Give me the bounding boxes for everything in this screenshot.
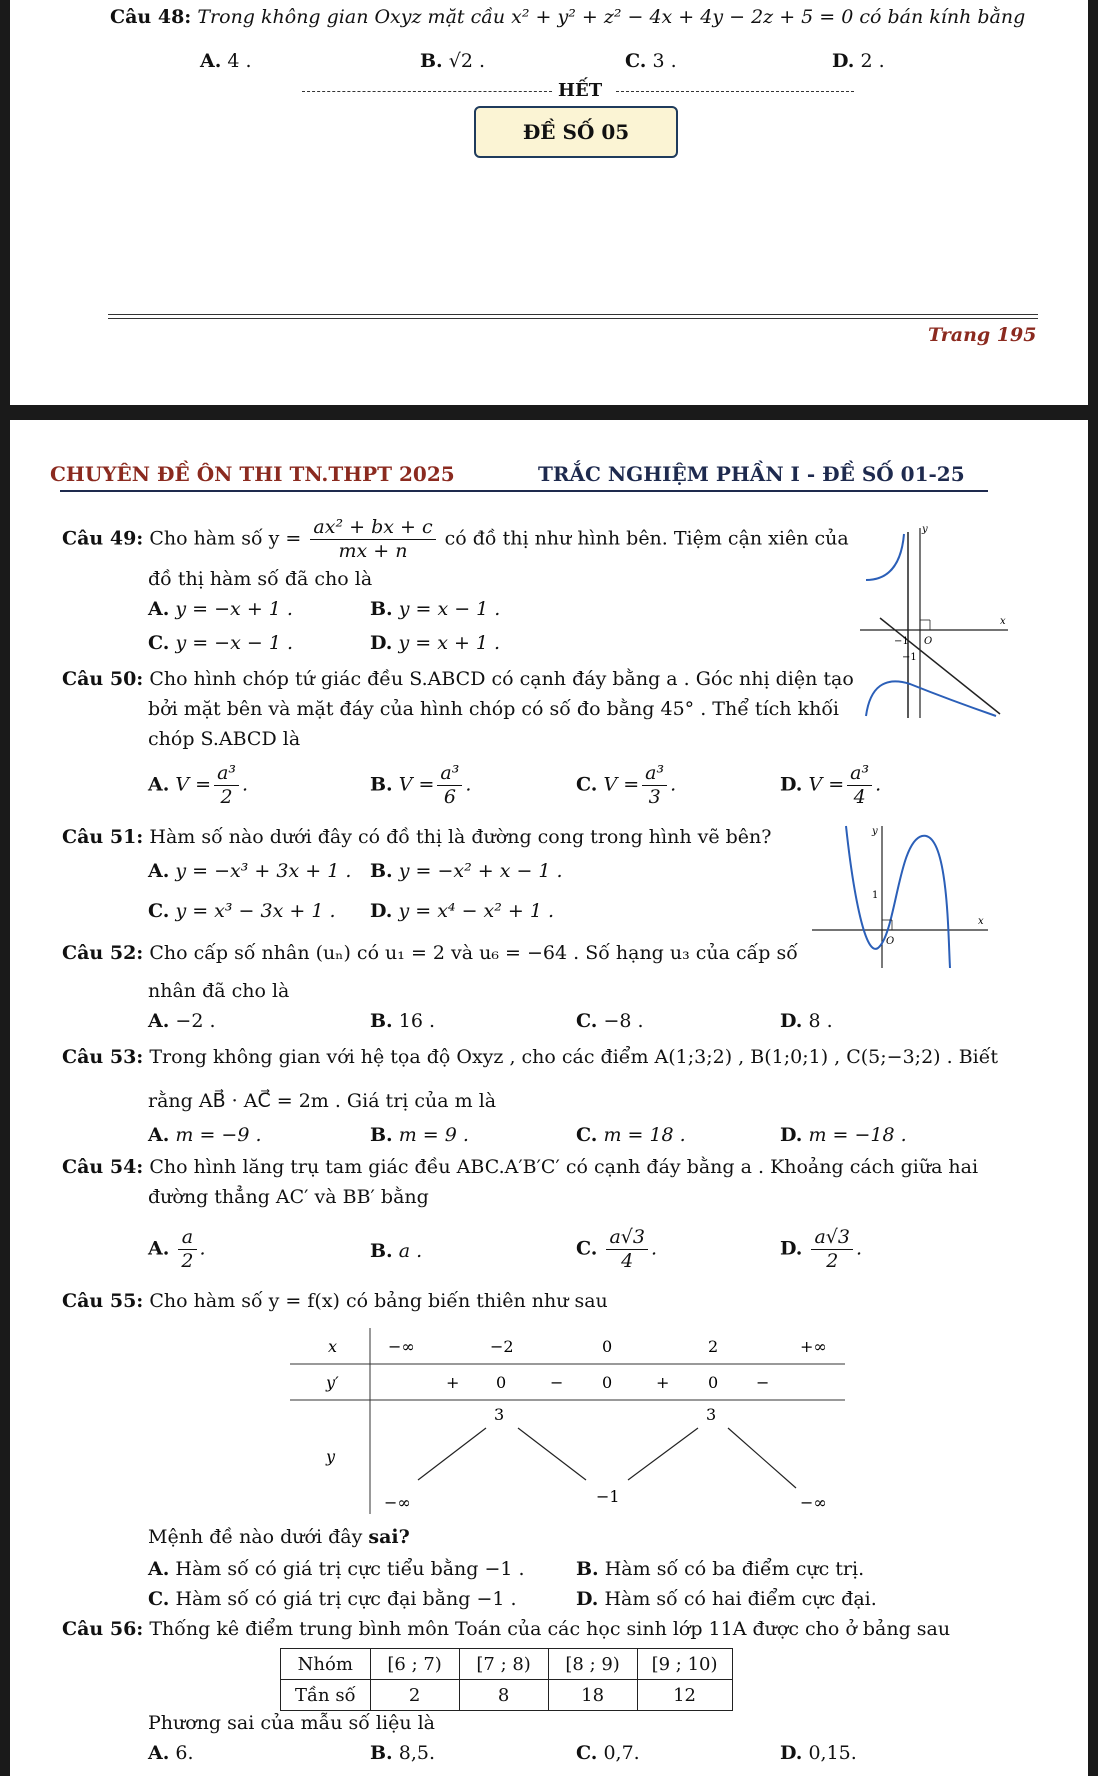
header-right: TRẮC NGHIỆM PHẦN I - ĐỀ SỐ 01-25 (538, 462, 965, 486)
table-cell: 12 (637, 1680, 732, 1711)
vt-x-val: 2 (708, 1337, 719, 1356)
q54-option-b: B. a . (370, 1240, 423, 1262)
footer-rule-1 (108, 314, 1038, 315)
q48-option-a: A. 4 . (200, 50, 252, 72)
q51-option-b: B. y = −x² + x − 1 . (370, 860, 563, 882)
q49-graph-x-minus1: −1 (894, 636, 909, 647)
q50-option-d: D. V = $\frac{\text{a³}}{4}$ . (780, 762, 882, 808)
vt-y-val: 3 (706, 1405, 717, 1424)
q50-line3: chóp S.ABCD là (148, 728, 301, 750)
table-row (281, 1649, 733, 1680)
q54-option-d: D. $\frac{a√3}{2}$ . (780, 1226, 863, 1272)
q50-line2: bởi mặt bên và mặt đáy của hình chóp có số đo bằng 45° . Thể tích khối (148, 698, 840, 720)
q50-option-b: B. V = $\frac{\text{a³}}{6}$ . (370, 762, 472, 808)
q51-option-c: C. y = x³ − 3x + 1 . (148, 900, 336, 922)
q56-option-d: D. 0,15. (780, 1742, 857, 1764)
q49-graph-y-minus1: −1 (902, 652, 917, 663)
q56-option-c: C. 0,7. (576, 1742, 640, 1764)
q48-option-c: C. 3 . (625, 50, 677, 72)
q49-graph-x-label: x (1000, 616, 1006, 627)
divider-left (302, 91, 552, 92)
q55-option-d: D. Hàm số có hai điểm cực đại. (576, 1588, 877, 1610)
q50-line1: Câu 50: Cho hình chóp tứ giác đều S.ABCD có cạnh đáy bằng a . Góc nhị diện tạo (62, 668, 854, 690)
q56-option-a: A. 6. (148, 1742, 194, 1764)
vt-yp-sign: 0 (602, 1373, 613, 1392)
table-cell: 18 (548, 1680, 637, 1711)
vt-yp-sign: 0 (708, 1373, 719, 1392)
q51-graph-origin: O (886, 936, 895, 947)
q48-stem: Câu 48: Trong không gian Oxyz mặt cầu x² + y² + z² − 4x + 4y − 2z + 5 = 0 có bán kính bằng (110, 6, 1026, 28)
q55-stem: Câu 55: Cho hàm số y = f(x) có bảng biến thiên như sau (62, 1290, 608, 1312)
q53-option-c: C. m = 18 . (576, 1124, 686, 1146)
table-cell: [9 ; 10) (637, 1649, 732, 1680)
vt-yp-sign: − (756, 1373, 770, 1392)
table-cell: 2 (370, 1680, 459, 1711)
q49-graph-origin: O (924, 636, 933, 647)
q55-option-a: A. Hàm số có giá trị cực tiểu bằng −1 . (148, 1558, 525, 1580)
header-rule (60, 490, 988, 492)
vt-x-val: 0 (602, 1337, 613, 1356)
q55-option-b: B. Hàm số có ba điểm cực trị. (576, 1558, 865, 1580)
q51-graph (812, 822, 992, 972)
vt-yp-sign: 0 (496, 1373, 507, 1392)
q54-option-c: C. $\frac{a√3}{4}$ . (576, 1226, 658, 1272)
q56-option-b: B. 8,5. (370, 1742, 435, 1764)
vt-yp-sign: + (446, 1373, 460, 1392)
exam-code-box: ĐỀ SỐ 05 (474, 106, 678, 158)
q48-option-b: B. √2 . (420, 50, 486, 72)
q53-option-a: A. m = −9 . (148, 1124, 262, 1146)
table-cell: Nhóm (281, 1649, 371, 1680)
q51-graph-y-label: y (872, 826, 878, 837)
q49-option-c: C. y = −x − 1 . (148, 632, 293, 654)
q51-option-d: D. y = x⁴ − x² + 1 . (370, 900, 555, 922)
q49-option-b: B. y = x − 1 . (370, 598, 501, 620)
q51-option-a: A. y = −x³ + 3x + 1 . (148, 860, 352, 882)
table-row (281, 1680, 733, 1711)
q51-graph-tick-1: 1 (872, 890, 879, 901)
vt-y-label: y (326, 1447, 336, 1466)
q49-graph-y-label: y (922, 524, 928, 535)
q54-line2: đường thẳng AC′ và BB′ bằng (148, 1186, 429, 1208)
q51-stem: Câu 51: Hàm số nào dưới đây có đồ thị là đường cong trong hình vẽ bên? (62, 826, 772, 848)
vt-yp-sign: − (550, 1373, 564, 1392)
q50-option-a: A. V = $\frac{\text{a³}}{2}$ . (148, 762, 249, 808)
vt-x-val: +∞ (800, 1337, 827, 1356)
table-cell: [8 ; 9) (548, 1649, 637, 1680)
vt-yp-sign: + (656, 1373, 670, 1392)
divider-right (616, 91, 854, 92)
q50-option-c: C. V = $\frac{\text{a³}}{3}$ . (576, 762, 677, 808)
table-cell: [6 ; 7) (370, 1649, 459, 1680)
vt-x-val: −2 (490, 1337, 514, 1356)
q52-option-b: B. 16 . (370, 1010, 435, 1032)
table-cell: 8 (459, 1680, 548, 1711)
q52-option-c: C. −8 . (576, 1010, 644, 1032)
q49-option-a: A. y = −x + 1 . (148, 598, 293, 620)
q52-line1: Câu 52: Cho cấp số nhân (uₙ) có u₁ = 2 và u₆ = −64 . Số hạng u₃ của cấp số (62, 942, 798, 964)
vt-x-label: x (328, 1337, 338, 1356)
q49-line2: đồ thị hàm số đã cho là (148, 568, 373, 590)
q49-fraction: $\frac{\text{ax² + bx + c}}{mx + n}$ (310, 516, 435, 563)
vt-y-val: −1 (596, 1487, 620, 1506)
q54-line1: Câu 54: Cho hình lăng trụ tam giác đều ABC.A′B′C′ có cạnh đáy bằng a . Khoảng cách giữa hai (62, 1156, 979, 1178)
page-1 (10, 0, 1088, 405)
q51-graph-x-label: x (978, 916, 984, 927)
q52-option-d: D. 8 . (780, 1010, 833, 1032)
header-left: CHUYÊN ĐỀ ÔN THI TN.THPT 2025 (50, 462, 455, 486)
q49-graph (860, 522, 1010, 722)
q49-stem: Câu 49: Cho hàm số y = $\frac{\text{ax² + bx + c}}{mx + n}$ có đồ thị như hình bên. Tiệm cận xiên của (62, 516, 849, 562)
q52-option-a: A. −2 . (148, 1010, 216, 1032)
q49-option-d: D. y = x + 1 . (370, 632, 501, 654)
vt-x-val: −∞ (388, 1337, 415, 1356)
variation-table (290, 1328, 850, 1514)
q53-line2: rằng AB⃗ · AC⃗ = 2m . Giá trị của m là (148, 1090, 497, 1112)
q53-option-d: D. m = −18 . (780, 1124, 907, 1146)
q55-question: Mệnh đề nào dưới đây sai? (148, 1526, 410, 1548)
frequency-table (280, 1648, 733, 1711)
vt-yp-label: y′ (326, 1373, 339, 1392)
page-number: Trang 195 (928, 324, 1037, 346)
q53-option-b: B. m = 9 . (370, 1124, 469, 1146)
q54-option-a: A. $\frac{a}{2}$ . (148, 1226, 206, 1272)
q48-option-d: D. 2 . (832, 50, 885, 72)
vt-y-val: −∞ (800, 1493, 827, 1512)
table-cell: [7 ; 8) (459, 1649, 548, 1680)
q56-question: Phương sai của mẫu số liệu là (148, 1712, 436, 1734)
vt-y-val: 3 (494, 1405, 505, 1424)
table-cell: Tần số (281, 1680, 371, 1711)
q53-line1: Câu 53: Trong không gian với hệ tọa độ Oxyz , cho các điểm A(1;3;2) , B(1;0;1) , C(5;−3;2) . Biết (62, 1046, 999, 1068)
q56-stem: Câu 56: Thống kê điểm trung bình môn Toán của các học sinh lớp 11A được cho ở bảng sau (62, 1618, 951, 1640)
q52-line2: nhân đã cho là (148, 980, 290, 1002)
q55-option-c: C. Hàm số có giá trị cực đại bằng −1 . (148, 1588, 517, 1610)
vt-y-val: −∞ (384, 1493, 411, 1512)
footer-rule-2 (108, 318, 1038, 319)
end-marker: HẾT (558, 80, 603, 101)
